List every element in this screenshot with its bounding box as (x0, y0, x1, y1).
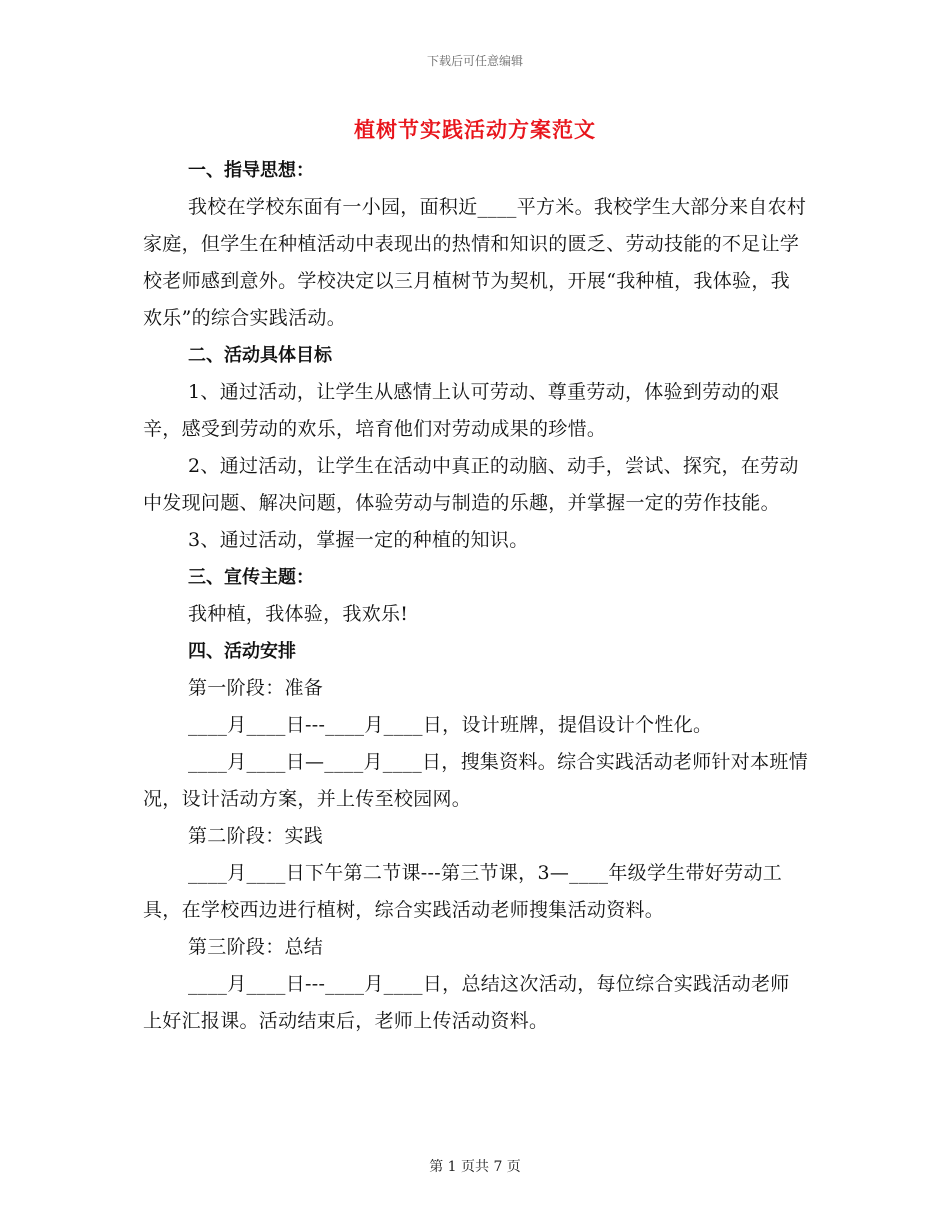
document-body (143, 152, 808, 1040)
document-title: 植树节实践活动方案范文 (354, 117, 596, 142)
stage-label: 第一阶段：准备 (188, 677, 324, 699)
paragraph: 3、通过活动，掌握一定的种植的知识。 (188, 529, 529, 551)
paragraph: ____月____日下午第二节课---第三节课，3—____年级学生带好劳动工具，在学校西边进行植树，综合实践活动老师搜集活动资料。 (143, 862, 783, 921)
page-header-note: 下载后可任意编辑 (426, 54, 523, 68)
paragraph: ____月____日---____月____日，设计班牌，提倡设计个性化。 (188, 714, 713, 736)
paragraph: 1、通过活动，让学生从感情上认可劳动、尊重劳动，体验到劳动的艰辛，感受到劳动的欢乐，培育他们对劳动成果的珍惜。 (143, 381, 780, 440)
paragraph: 我校在学校东面有一小园，面积近____平方米。我校学生大部分来自农村家庭，但学生在种植活动中表现出的热情和知识的匮乏、劳动技能的不足让学校老师感到意外。学校决定以三月植树节为契机，开展“我种植，我体验，我欢乐”的综合实践活动。 (143, 196, 807, 329)
paragraph: ____月____日—____月____日，搜集资料。综合实践活动老师针对本班情况，设计活动方案，并上传至校园网。 (143, 751, 809, 810)
stage-label: 第三阶段：总结 (188, 936, 324, 958)
section-heading-guiding-thought: 一、指导思想： (188, 160, 314, 181)
section-heading-theme: 三、宣传主题： (188, 567, 314, 588)
section-heading-objectives: 二、活动具体目标 (188, 345, 332, 366)
page-number: 第 1 页共 7 页 (429, 1159, 521, 1175)
section-heading-schedule: 四、活动安排 (188, 641, 296, 662)
stage-label: 第二阶段：实践 (188, 825, 324, 847)
paragraph: 2、通过活动，让学生在活动中真正的动脑、动手，尝试、探究，在劳动中发现问题、解决问题，体验劳动与制造的乐趣，并掌握一定的劳作技能。 (143, 455, 799, 514)
paragraph: 我种植，我体验，我欢乐! (188, 603, 409, 625)
paragraph: ____月____日---____月____日，总结这次活动，每位综合实践活动老师上好汇报课。活动结束后，老师上传活动资料。 (143, 973, 790, 1032)
